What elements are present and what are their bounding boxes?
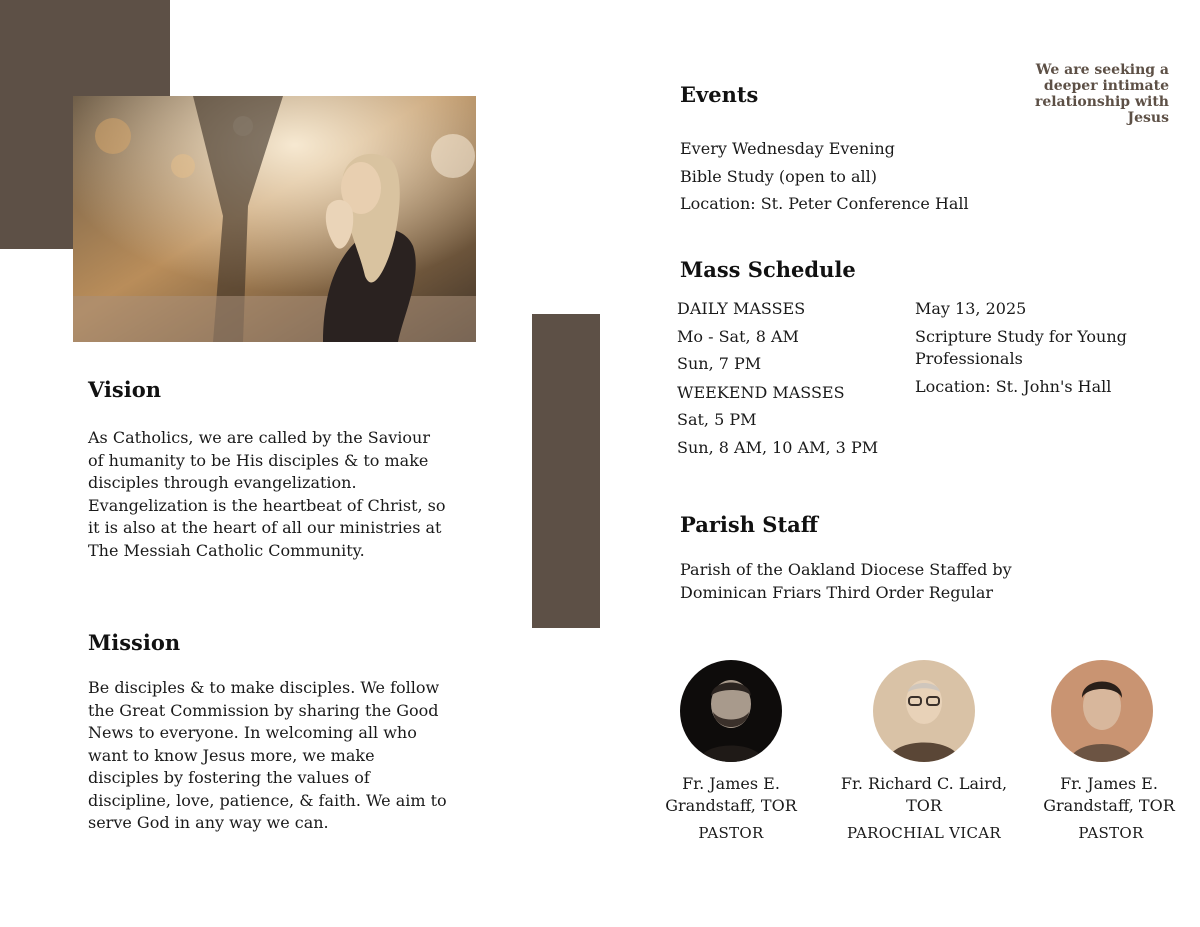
mission-text: Be disciples & to make disciples. We follow the Great Commission by sharing the Good News to everyone. In welcoming all who want to know Jesus more, we make disciples by fostering the values of discipline, love, patience, & faith. We aim to serve God in any way we can.	[88, 678, 447, 832]
decorative-block-center	[532, 314, 600, 628]
events-heading: Events	[680, 82, 759, 107]
weekend-mass-time: Sat, 5 PM	[677, 410, 757, 429]
events-line: Bible Study (open to all)	[680, 167, 877, 186]
staff-role: PASTOR	[698, 824, 764, 842]
weekend-masses-heading: WEEKEND MASSES	[677, 383, 845, 402]
study-event-date: May 13, 2025	[915, 299, 1027, 318]
daily-mass-time: Sun, 7 PM	[677, 354, 762, 373]
staff-name: Fr. James E. Grandstaff, TOR	[1043, 774, 1175, 815]
staff-avatar	[1051, 660, 1153, 762]
staff-member-card	[1019, 660, 1199, 844]
vision-text: As Catholics, we are called by the Saviour of humanity to be His disciples & to make disciples through evangelization. Evangelization is the heartbeat of Christ, so it is also at the heart of all our ministries at The Messiah Catholic Community.	[88, 428, 446, 560]
staff-member-card	[834, 660, 1014, 844]
mass-schedule-heading: Mass Schedule	[680, 257, 856, 282]
events-line: Location: St. Peter Conference Hall	[680, 194, 969, 213]
weekend-mass-time: Sun, 8 AM, 10 AM, 3 PM	[677, 438, 879, 457]
staff-name: Fr. Richard C. Laird, TOR	[840, 774, 1008, 815]
staff-member-card	[641, 660, 821, 844]
daily-mass-time: Mo - Sat, 8 AM	[677, 327, 799, 346]
staff-role: PAROCHIAL VICAR	[846, 824, 1002, 842]
praying-woman-photo	[73, 96, 476, 342]
staff-avatar	[873, 660, 975, 762]
tagline: We are seeking a deeper intimate relationship with Jesus	[1034, 62, 1169, 126]
study-event-name: Scripture Study for Young Professionals	[915, 327, 1127, 368]
study-event-location: Location: St. John's Hall	[915, 377, 1112, 396]
events-line: Every Wednesday Evening	[680, 139, 895, 158]
mission-heading: Mission	[88, 630, 181, 655]
staff-avatar	[680, 660, 782, 762]
vision-heading: Vision	[88, 377, 161, 402]
daily-masses-heading: DAILY MASSES	[677, 299, 806, 318]
staff-role: PASTOR	[1078, 824, 1144, 842]
parish-staff-intro: Parish of the Oakland Diocese Staffed by Dominican Friars Third Order Regular	[680, 560, 1012, 602]
staff-name: Fr. James E. Grandstaff, TOR	[665, 774, 797, 815]
parish-staff-heading: Parish Staff	[680, 512, 818, 537]
